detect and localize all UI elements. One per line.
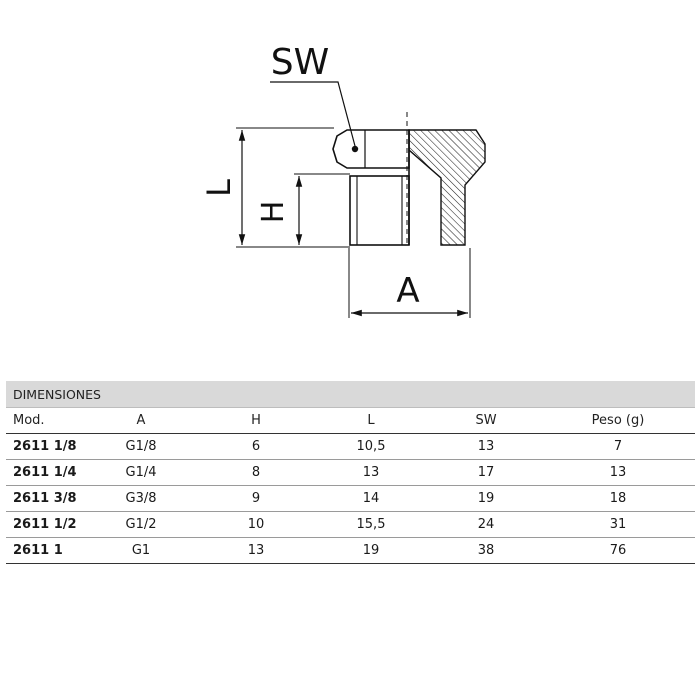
cell-l: 14 bbox=[311, 486, 431, 512]
threaded-shank bbox=[350, 176, 409, 245]
column-header-l: L bbox=[311, 408, 431, 434]
table-row bbox=[6, 538, 695, 564]
cell-h: 8 bbox=[201, 460, 311, 486]
cell-l: 19 bbox=[311, 538, 431, 564]
dimensions-grid bbox=[6, 408, 695, 564]
cell-mod: 2611 1/4 bbox=[6, 460, 81, 486]
cell-mod: 2611 3/8 bbox=[6, 486, 81, 512]
cell-sw: 13 bbox=[431, 434, 541, 460]
table-header-row bbox=[6, 408, 695, 434]
table-row bbox=[6, 486, 695, 512]
cell-sw: 38 bbox=[431, 538, 541, 564]
column-header-h: H bbox=[201, 408, 311, 434]
dimensions-table bbox=[6, 381, 695, 564]
column-header-a: A bbox=[81, 408, 201, 434]
cell-l: 15,5 bbox=[311, 512, 431, 538]
column-header-sw: SW bbox=[431, 408, 541, 434]
sw-reference-dot bbox=[352, 146, 358, 152]
column-header-peso: Peso (g) bbox=[541, 408, 695, 434]
cell-sw: 24 bbox=[431, 512, 541, 538]
cell-a: G3/8 bbox=[81, 486, 201, 512]
cell-h: 10 bbox=[201, 512, 311, 538]
cell-peso: 18 bbox=[541, 486, 695, 512]
hex-head bbox=[333, 130, 409, 168]
cell-h: 9 bbox=[201, 486, 311, 512]
cell-l: 13 bbox=[311, 460, 431, 486]
label-a: A bbox=[396, 271, 420, 311]
table-row bbox=[6, 460, 695, 486]
cell-sw: 17 bbox=[431, 460, 541, 486]
cell-mod: 2611 1/8 bbox=[6, 434, 81, 460]
cell-h: 6 bbox=[201, 434, 311, 460]
cell-peso: 7 bbox=[541, 434, 695, 460]
cell-peso: 31 bbox=[541, 512, 695, 538]
cell-peso: 76 bbox=[541, 538, 695, 564]
cell-a: G1/8 bbox=[81, 434, 201, 460]
table-title: DIMENSIONES bbox=[6, 381, 695, 408]
cell-peso: 13 bbox=[541, 460, 695, 486]
hatched-section bbox=[409, 130, 485, 245]
label-l: L bbox=[200, 179, 238, 197]
cell-l: 10,5 bbox=[311, 434, 431, 460]
cell-h: 13 bbox=[201, 538, 311, 564]
cell-mod: 2611 1/2 bbox=[6, 512, 81, 538]
table-row bbox=[6, 512, 695, 538]
cell-a: G1/2 bbox=[81, 512, 201, 538]
cell-a: G1/4 bbox=[81, 460, 201, 486]
label-h: H bbox=[256, 200, 291, 224]
label-sw: SW bbox=[270, 42, 330, 83]
column-header-mod: Mod. bbox=[6, 408, 81, 434]
cell-mod: 2611 1 bbox=[6, 538, 81, 564]
cell-sw: 19 bbox=[431, 486, 541, 512]
cell-a: G1 bbox=[81, 538, 201, 564]
table-row bbox=[6, 434, 695, 460]
